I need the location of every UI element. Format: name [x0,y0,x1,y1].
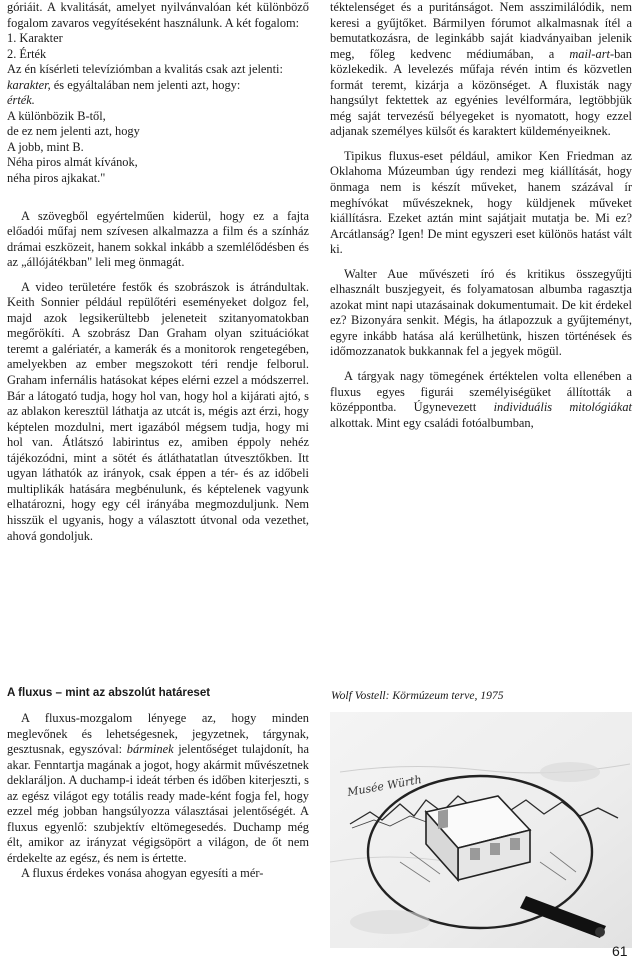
list-item: 1. Karakter [7,31,63,46]
artwork-figure [330,712,632,948]
italic-run: mail-art [569,46,610,61]
quote-line: A különbözik B-től, [7,108,106,123]
paragraph: A video területére festők és szobrászok is átrándultak. Keith Sonnier például repülőtéri eseményeket dolgoz fel, majd azok legsikerültebb jeleneteit szitanyomatokban megőrökíti. A szobrász Dan Graham olyan szituációkat teremt a galériatér, a kamerák és a monitorok rengetegében, amelyekben az ember megszokott téri rendje felborul. Graham infernális hatásokat képes elérni ezzel a módszerrel. Bár a látogató tudja, hogy hol van, hogy hol a kijárati ajtó, s az ablakon keresztül láthatja az utcát is, mégis azt érzi, hogy képtelen mozdulni, mert igazából mégsem tudja, hogy mi hol van. Átlátszó labirintus ez, amiben éppoly nehéz tájékozódni, mint a sötét és átláthatatlan útvesztőkben. Itt ugyan láthatók az irányok, csak éppen a tér- és az időbeli multiplikák hatására megbénulunk, és képtelenek vagyunk elhatározni, hogy egy cél irányába megmozduljunk. Nem hisszük el ugyanis, hogy a választott útvonal oda vezethet, ahová gondoljuk. [7,279,309,543]
paragraph: Walter Aue művészeti író és kritikus összegyűjti elhasznált buszjegyeit, és folyamatosan albumba ragasztja azokat mint napi utazásainak dokumentumait. De kit érdekel ez? Bizonyára senkit. Mégis, ha átlapozzuk a gyűjteményt, egyre inkább hatása alá kerülhetünk, hiszen történések és időmozzanatok bukkannak fel a jegyek mögül. [330,266,632,359]
quote-line: A jobb, mint B. [7,139,84,154]
list-item: 2. Érték [7,46,47,61]
italic-run: individuális mitológiákat [493,400,633,415]
quote-line: Az én kísérleti televíziómban a kvalitás csak azt jelenti: [7,62,283,77]
text-run: -ban közlekedik. A levelezés műfaja révén intim és közvetlen formát teremt, kizárja a közönséget. A fluxisták nagy hangsúlyt fektettek az egyénies levélformára, legtöbbjük még saját tervezésű bélyegeket is nyomatott, hogy ezzel adjanak személyes külsőt és karaktert küldeményeiknek. [330,46,632,139]
quote-italic-word: karakter, [7,77,51,92]
paragraph: A fluxus érdekes vonása ahogyan egyesíti a mér- [21,866,264,881]
left-column-section [7,711,309,882]
text-run: téktelenséget és a puritánságot. Nem asszimilálódik, nem keresi a gyűjtőket. Bármilyen fórumot alkalmasnak ítél a bemutatkozásra, de leginkább saját kiadványaiban jelenik meg, főleg kedvenc médiumában, a [330,0,632,61]
quote-line: érték. [7,93,35,108]
text-run: jelentőséget tulajdonít, ha akar. Fenntartja magának a jogot, hogy akármit művészetnek deklaráljon. A duchamp-i ideát térben és időben kiterjeszti, s az egész világot egy totális ready made-ként fogja fel, hogy ezzel még jobban hangsúlyozza választásai jelentőségét. A fluxus egyenlő: szubjektív eltömegesedés. Duchamp még élt, amikor az irányzat végigsöpört a világon, de őt nem érdekelte az egész, és nem is értette. [7,742,309,865]
page-number: 61 [612,943,628,959]
paragraph: góriáit. A kvalitását, amelyet nyilvánvalóan két különböző fogalom zavaros vegyítéseként használunk. A két fogalom: [7,0,309,30]
paragraph [7,711,309,866]
quote-line [7,78,309,94]
quote-line: Néha piros almát kívánok, [7,155,138,170]
paragraph [330,369,632,431]
right-column [330,0,632,431]
left-column [7,0,309,544]
figure-caption: Wolf Vostell: Körmúzeum terve, 1975 [331,689,504,702]
artwork-handwriting: Musée Würth [346,773,423,799]
paragraph: A szövegből egyértelműen kiderül, hogy ez a fajta előadói műfaj nem szívesen alkalmazza a film és a színház drámai eszközeit, hanem sokkal inkább a szemlélődésben és az „állójátékban" leli meg önmagát. [7,208,309,270]
italic-run: bárminek [126,742,174,757]
text-run: A fluxus-mozgalom lényege az, hogy minden meglevőnek és lehetségesnek, jegyzetnek, tárgynak, gesztusnak, egyszóval: [7,711,309,757]
artwork-image [330,712,632,948]
text-run: alkottak. Mint egy családi fotóalbumban, [330,415,534,430]
quote-line: de ez nem jelenti azt, hogy [7,124,140,139]
paragraph: Tipikus fluxus-eset például, amikor Ken Friedman az Oklahoma Múzeumban úgy rendezi meg kiállítását, hogy önmaga nem is készít műveket, hanem százával ír meghívókat művészeknek, hogy küldjenek műveket kiállításra. Ezeket aztán mint sajátjait mutatja be. Mi ez? Arcátlanság? Igen! De mint egyszeri eset különös hatást vált ki. [330,148,632,257]
section-heading: A fluxus – mint az abszolút határeset [7,686,211,699]
quote-text: és egyáltalában nem jelenti azt, hogy: [50,77,241,92]
text-run: A tárgyak nagy tömegének értéktelen volta ellenében a fluxus egyes figurái személyiségüket állították a középpontba. Úgynevezett [330,369,632,415]
quote-line: néha piros ajkakat." [7,171,106,186]
paragraph [330,0,632,140]
